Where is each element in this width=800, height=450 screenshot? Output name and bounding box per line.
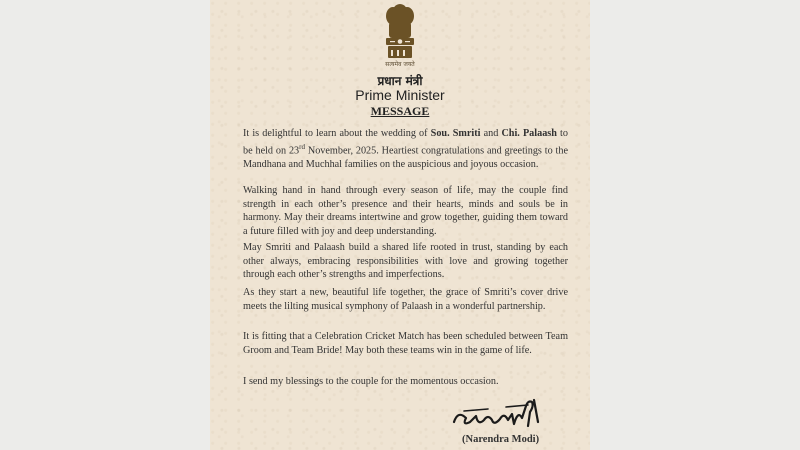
p1-date: to be held on 23 xyxy=(243,128,568,156)
p1-and: and xyxy=(480,128,502,139)
p1-intro: It is delightful to learn about the wedding of xyxy=(243,128,431,139)
signature-image xyxy=(448,392,548,436)
groom-name: Chi. Palaash xyxy=(501,128,557,139)
paragraph-6: I send my blessings to the couple for the momentous occasion. xyxy=(243,376,499,387)
paragraph-1 xyxy=(243,127,568,171)
letter-page xyxy=(210,0,590,450)
paragraph-2: Walking hand in hand through every season of life, may the couple find strength in each other’s presence and their hearts, minds and souls be in harmony. May their dreams intertwine and grow together, guiding them toward a future filled with joy and deep understanding. xyxy=(243,185,568,237)
p1-rest: November, 2025. Heartiest congratulations and greetings to the Mandhana and Muchhal families on the auspicious and joyous occasion. xyxy=(243,144,568,170)
paragraph-3: May Smriti and Palaash build a shared life rooted in trust, standing by each other always, embracing responsibilities with love and growing together through each other’s strengths and imperfections. xyxy=(243,242,568,281)
title-hindi: प्रधान मंत्री xyxy=(377,74,423,88)
bride-name: Sou. Smriti xyxy=(430,128,481,139)
message-heading: MESSAGE xyxy=(370,104,430,118)
national-emblem-icon xyxy=(380,4,420,62)
national-motto: सत्यमेव जयते xyxy=(385,61,415,68)
paragraph-4: As they start a new, beautiful life together, the grace of Smriti’s cover drive meets the lilting musical symphony of Palaash in a wonderful partnership. xyxy=(243,287,568,312)
paragraph-5: It is fitting that a Celebration Cricket Match has been scheduled between Team Groom and Team Bride! May both these teams win in the game of life. xyxy=(243,331,568,356)
p1-date-suffix: rd xyxy=(299,142,305,151)
signatory-name: (Narendra Modi) xyxy=(462,434,540,445)
title-english: Prime Minister xyxy=(355,87,445,103)
